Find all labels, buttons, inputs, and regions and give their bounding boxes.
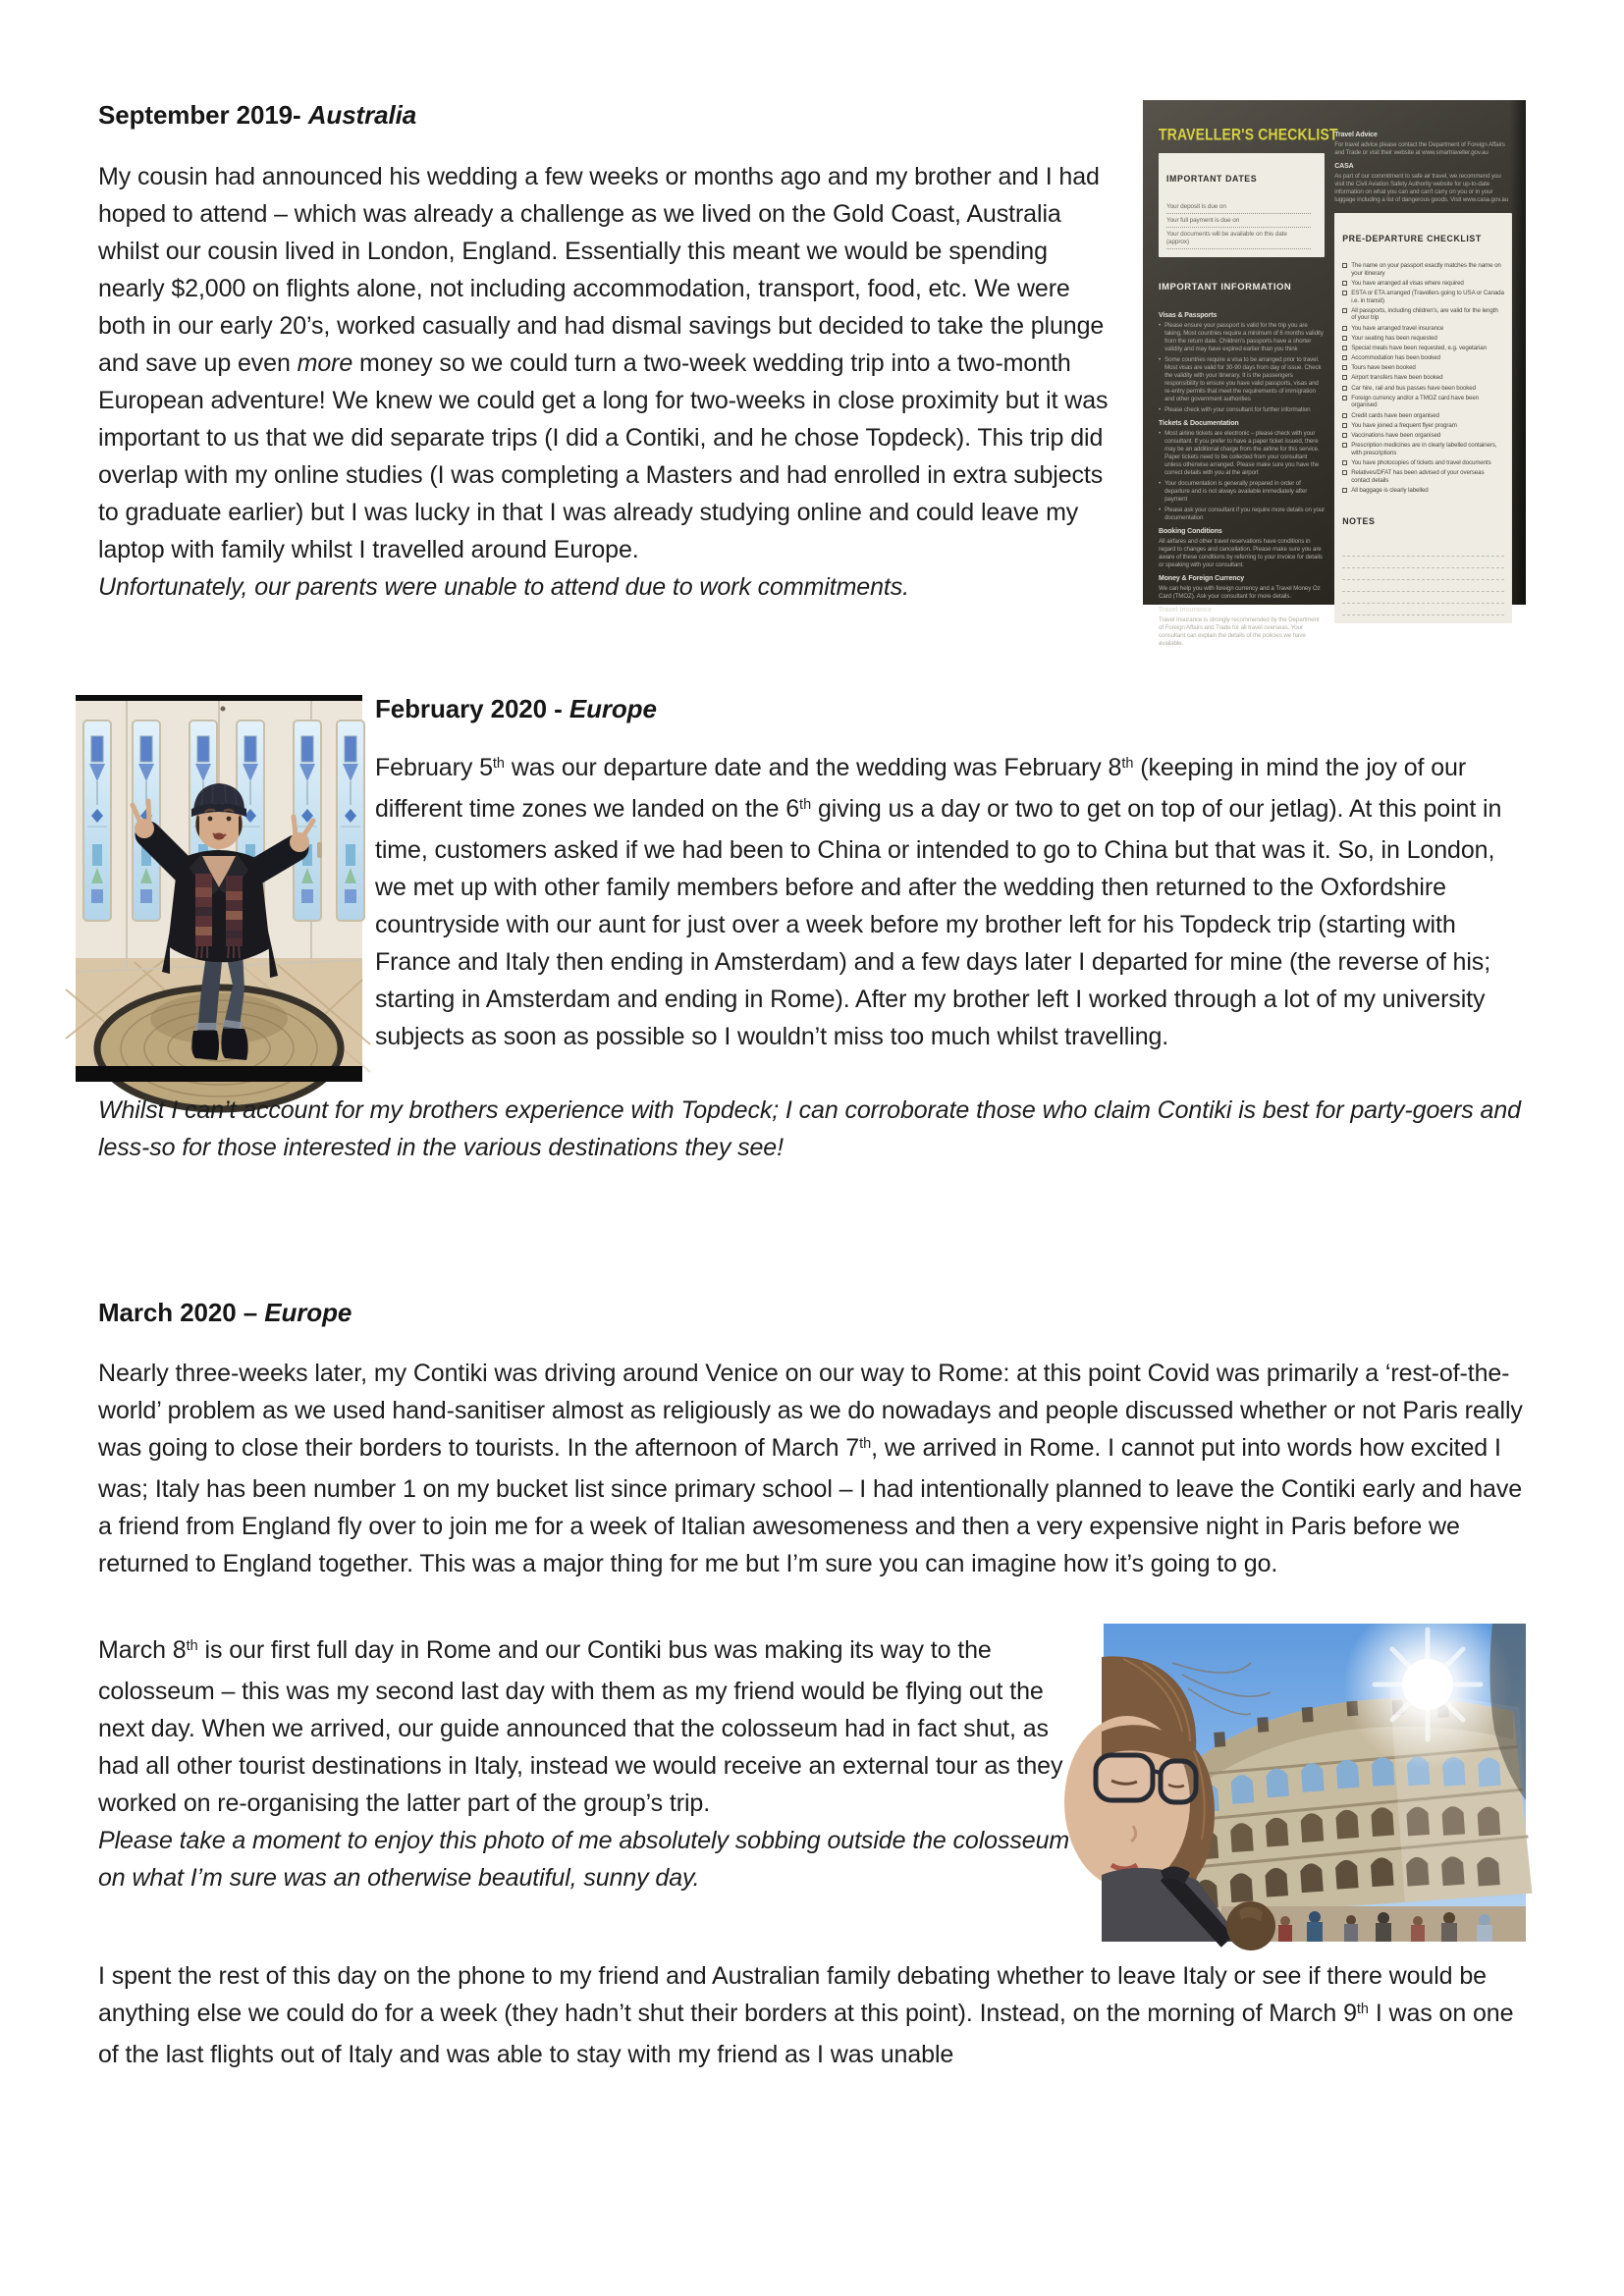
important-dates-line: Your deposit is due on <box>1166 200 1311 214</box>
checklist-subsection-body: All airfares and other travel reservations have conditions in regard to changes and cancellation. Please make sure you are aware of these conditions by referring to your invoice for details or speaking with your consultant. <box>1159 538 1323 568</box>
pre-departure-item-text: Relatives/DFAT has been advised of your overseas contact details <box>1351 469 1485 484</box>
section-heading-september-2019: September 2019- Australia <box>98 100 417 130</box>
checklist-bullet-text: Please ensure your passport is valid for the trip you are taking. Most countries require a minimum of 6 months validity from the return date. Children's passports have a shorter validity and may have expired earlier than you think <box>1164 322 1324 352</box>
pre-departure-item <box>1342 307 1504 322</box>
pre-departure-item <box>1342 290 1504 304</box>
checklist-bullet <box>1159 430 1325 477</box>
checkbox-icon <box>1342 263 1347 268</box>
pre-departure-item-text: You have photocopies of tickets and travel documents <box>1351 458 1491 466</box>
pre-departure-item <box>1342 469 1504 484</box>
casa-heading: CASA <box>1334 163 1354 170</box>
pre-departure-item-text: The name on your passport exactly matches the name on your itinerary <box>1351 262 1501 277</box>
pre-departure-item <box>1342 335 1504 343</box>
pre-departure-item-text: All baggage is clearly labelled <box>1351 486 1429 494</box>
checkbox-icon <box>1342 423 1347 428</box>
pre-departure-item-text: All passports, including children's, are valid for the length of your trip <box>1351 306 1498 322</box>
traveler-photo <box>76 695 362 1082</box>
checklist-subsection <box>1159 606 1325 648</box>
march8-paragraph: March 8th is our first full day in Rome and our Contiki bus was making its way to the colosseum – this was my second last day with them as my friend would be flying out the next day. When we arrived, our guide announced that the colosseum had in fact shut, as had all other tourist destinations in Italy, instead we would receive an external tour as they worked on re-organising the latter part of the group’s trip. <box>98 1636 1063 1817</box>
checkbox-icon <box>1342 470 1347 475</box>
checkbox-icon <box>1342 365 1347 370</box>
february-paragraph: February 5th was our departure date and the wedding was February 8th (keeping in mind the joy of our different time zones we landed on the 6th giving us a day or two to get on top of our jetlag). At this point in time, customers asked if we had been to China or intended to go to China but that was it. So, in London, we met up with other family members before and after the wedding then returned to the Oxfordshire countryside with our aunt for just over a week before my brother left for his Topdeck trip (starting with France and Italy then ending in Amsterdam) and a few days later I departed for mine (the reverse of his; starting in Amsterdam and ending in Rome). After my brother left I worked through a lot of my university subjects as soon as possible so I wouldn’t miss too much whilst travelling. <box>375 754 1502 1050</box>
pre-departure-item <box>1342 354 1504 362</box>
pre-departure-item <box>1342 395 1504 409</box>
bullet-dot-icon: • <box>1159 430 1162 437</box>
checklist-subsection-heading: Booking Conditions <box>1159 528 1222 535</box>
section-march-8 <box>98 1631 1526 1896</box>
important-information-heading: IMPORTANT INFORMATION <box>1159 282 1292 293</box>
checklist-bullet-text: Most airline tickets are electronic – please check with your consultant. If you prefer to have a paper ticket issued, there may be an additional charge from the airline for this service. Paper tickets need to be collected from your consultant unless otherwise arranged. Please make sure you have the correct details with you at the airport <box>1164 430 1320 476</box>
checklist-subsection-heading: Visas & Passports <box>1159 312 1218 319</box>
checklist-subsection <box>1159 574 1325 601</box>
pre-departure-item-text: Special meals have been requested, e.g. vegetarian <box>1351 344 1487 351</box>
colosseum-photo <box>1104 1624 1526 1942</box>
important-dates-heading: IMPORTANT DATES <box>1166 174 1258 184</box>
pre-departure-items <box>1342 262 1504 495</box>
march-paragraph: Nearly three-weeks later, my Contiki was driving around Venice on our way to Rome: at this point Covid was primarily a ‘rest-of-the-world’ problem as we used hand-sanitiser almost as religiously as we do nowadays and people discussed whether or not Paris really was going to close their borders to tourists. In the afternoon of March 7th, we arrived in Rome. I cannot put into words how excited I was; Italy has been number 1 on my bucket list since primary school – I had intentionally planned to leave the Contiki early and have a friend from England fly over to join me for a week of Italian awesomeness and then a very expensive night in Paris before we returned to England together. This was a major thing for me but I’m sure you can imagine how it’s going to go. <box>98 1360 1523 1577</box>
section-september-2019 <box>98 98 1526 647</box>
checklist-title: TRAVELLER'S CHECKLIST <box>1159 127 1338 144</box>
important-information-subsections <box>1159 311 1325 648</box>
checklist-bullet-text: Some countries require a visa to be arranged prior to travel. Most visas are valid for 30-90 days from day of issue. Check the validity with your itinerary. It is the passengers responsibility to ensure you have valid passports, visas and re-entry permits that meet the requirements of immigration and other government authorities <box>1164 356 1322 402</box>
checklist-subsection <box>1159 311 1325 414</box>
checkbox-icon <box>1342 443 1347 448</box>
section-march-9 <box>98 1957 1526 2073</box>
pre-departure-item-text: Car hire, rail and bus passes have been booked <box>1351 384 1476 392</box>
checkbox-icon <box>1342 460 1347 465</box>
checklist-bullet-text: Please ask your consultant if you require more details on your documentation <box>1164 507 1326 521</box>
bullet-dot-icon: • <box>1159 322 1162 329</box>
checkbox-icon <box>1342 386 1347 391</box>
pre-departure-heading: PRE-DEPARTURE CHECKLIST <box>1342 234 1482 243</box>
pre-departure-item <box>1342 280 1504 288</box>
checklist-subsection <box>1159 419 1325 522</box>
travel-advice-body: For travel advice please contact the Department of Foreign Affairs and Trade or visit their website at www.smartraveller.gov.au <box>1334 141 1505 156</box>
checkbox-icon <box>1342 488 1347 493</box>
section-heading-february-2020: February 2020 - Europe <box>375 694 657 723</box>
travel-advice-heading: Travel Advice <box>1334 132 1378 138</box>
checklist-bullet-text: Please check with your consultant for further information <box>1164 406 1311 413</box>
checklist-bullet <box>1159 507 1325 522</box>
pre-departure-item-text: Tours have been booked <box>1351 364 1416 372</box>
notes-ruled-lines <box>1342 545 1504 615</box>
checklist-bullet <box>1159 356 1325 403</box>
notes-heading: NOTES <box>1342 515 1376 526</box>
bullet-dot-icon: • <box>1159 406 1162 413</box>
pre-departure-item-text: You have arranged travel insurance <box>1351 324 1444 332</box>
checkbox-icon <box>1342 346 1347 350</box>
pre-departure-item-text: Prescription medicines are in clearly labelled containers, with prescriptions <box>1351 442 1497 456</box>
checklist-subsection-heading: Money & Foreign Currency <box>1159 575 1245 582</box>
pre-departure-item <box>1342 487 1504 495</box>
checkbox-icon <box>1342 281 1347 286</box>
checklist-right-column <box>1334 112 1512 595</box>
september-paragraph: My cousin had announced his wedding a few weeks or months ago and my brother and I had hoped to attend – which was already a challenge as we lived on the Gold Coast, Australia whilst our cousin lived in London, England. Essentially this meant we would be spending nearly $2,000 on flights alone, not including accommodation, transport, food, etc. We were both in our early 20’s, worked casually and had dismal savings but decided to take the plunge and save up even more money so we could turn a two-week wedding trip into a two-month European adventure! We knew we could get a long for two-weeks in close proximity but it was important to us that we did separate trips (I did a Contiki, and he chose Topdeck). This trip did overlap with my online studies (I was completing a Masters and had enrolled in extra subjects to graduate earlier) but I was lucky in that I was already studying online and could leave my laptop with family whilst I travelled around Europe. <box>98 163 1109 563</box>
pre-departure-item-text: Foreign currency and/or a TMOZ card have been organised <box>1351 394 1480 409</box>
march9-paragraph: I spent the rest of this day on the phone to my friend and Australian family debating whether to leave Italy or see if there would be anything else we could do for a week (they hadn’t shut their borders at this point). Instead, on the morning of March 9th I was on one of the last flights out of Italy and was able to stay with my friend as I was unable <box>98 1962 1514 2068</box>
pre-departure-item-text: You have arranged all visas where required <box>1351 279 1464 287</box>
checklist-bullet-text: Your documentation is generally prepared in order of departure and is not always available immediately after payment <box>1164 480 1308 503</box>
pre-departure-item-text: Vaccinations have been organised <box>1351 432 1441 439</box>
checkbox-icon <box>1342 433 1347 438</box>
pre-departure-item-text: Your seating has been requested <box>1351 334 1437 342</box>
pre-departure-item <box>1342 364 1504 372</box>
bullet-dot-icon: • <box>1159 480 1162 487</box>
traveler-photo-graphic <box>76 695 362 1082</box>
pre-departure-item <box>1342 412 1504 420</box>
checklist-subsection-body: We can help you with foreign currency and a Travel Money Oz Card (TMOZ). Ask your consultant for more details. <box>1159 585 1321 600</box>
pre-departure-item <box>1342 422 1504 430</box>
bullet-dot-icon: • <box>1159 356 1162 363</box>
march8-italic-note: Please take a moment to enjoy this photo of me absolutely sobbing outside the colosseum on what I’m sure was an otherwise beautiful, sunny day. <box>98 1827 1070 1892</box>
checklist-bullet <box>1159 406 1325 414</box>
pre-departure-item <box>1342 345 1504 352</box>
checklist-subsection <box>1159 527 1325 569</box>
colosseum-photo-graphic <box>1104 1624 1526 1942</box>
checklist-subsection-heading: Travel Insurance <box>1159 607 1212 614</box>
checklist-bullet <box>1159 322 1325 353</box>
important-dates-lines <box>1166 200 1317 249</box>
checkbox-icon <box>1342 355 1347 360</box>
pre-departure-item <box>1342 432 1504 440</box>
important-dates-line: Your full payment is due on <box>1166 214 1311 228</box>
important-dates-box <box>1159 153 1325 257</box>
checkbox-icon <box>1342 326 1347 331</box>
bullet-dot-icon: • <box>1159 507 1162 513</box>
checklist-subsection-bullets <box>1159 430 1325 522</box>
pre-departure-item-text: You have joined a frequent flyer program <box>1351 421 1457 429</box>
checklist-bullet <box>1159 480 1325 504</box>
checklist-document <box>1143 100 1526 647</box>
checklist-subsection-heading: Tickets & Documentation <box>1159 420 1239 427</box>
section-february-2020 <box>98 692 1526 1166</box>
travellers-checklist-photo <box>1143 100 1526 647</box>
checkbox-icon <box>1342 336 1347 341</box>
september-italic-note: Unfortunately, our parents were unable to attend due to work commitments. <box>98 573 910 601</box>
checkbox-icon <box>1342 291 1347 295</box>
pre-departure-item <box>1342 325 1504 333</box>
checkbox-icon <box>1342 308 1347 313</box>
pre-departure-item-text: Credit cards have been organised <box>1351 411 1439 419</box>
pre-departure-checklist-box <box>1334 213 1512 623</box>
checklist-subsection-bullets <box>1159 322 1325 414</box>
checkbox-icon <box>1342 375 1347 380</box>
february-italic-note: Whilst I can’t account for my brothers experience with Topdeck; I can corroborate those who claim Contiki is best for party-goers and less-so for those interested in the various destinations they see! <box>98 1096 1521 1161</box>
pre-departure-item <box>1342 262 1504 277</box>
casa-body: As part of our commitment to safe air travel, we recommend you visit the Civil Aviation Safety Authority website for up-to-date information on what you can and can't carry on you or in your luggage including a list of dangerous goods. Visit www.casa.gov.au <box>1334 173 1509 203</box>
checklist-subsection-body: Travel Insurance is strongly recommended by the Department of Foreign Affairs and Trade for all travel overseas. Your consultant can explain the details of the policies we have available. <box>1159 616 1320 647</box>
pre-departure-item-text: Accommodation has been booked <box>1351 354 1440 362</box>
checkbox-icon <box>1342 413 1347 418</box>
pre-departure-item-text: ESTA or ETA arranged (Travellers going to USA or Canada i.e. in transit) <box>1351 289 1504 304</box>
important-dates-line: Your documents will be available on this date (approx) <box>1166 228 1311 249</box>
pre-departure-item-text: Airport transfers have been booked <box>1351 374 1443 382</box>
pre-departure-item <box>1342 442 1504 456</box>
checklist-left-column <box>1159 112 1338 647</box>
pre-departure-item <box>1342 374 1504 382</box>
section-heading-march-2020: March 2020 – Europe <box>98 1298 352 1327</box>
pre-departure-item <box>1342 385 1504 393</box>
section-march-2020 <box>98 1296 1526 1582</box>
checkbox-icon <box>1342 396 1347 400</box>
pre-departure-item <box>1342 459 1504 467</box>
